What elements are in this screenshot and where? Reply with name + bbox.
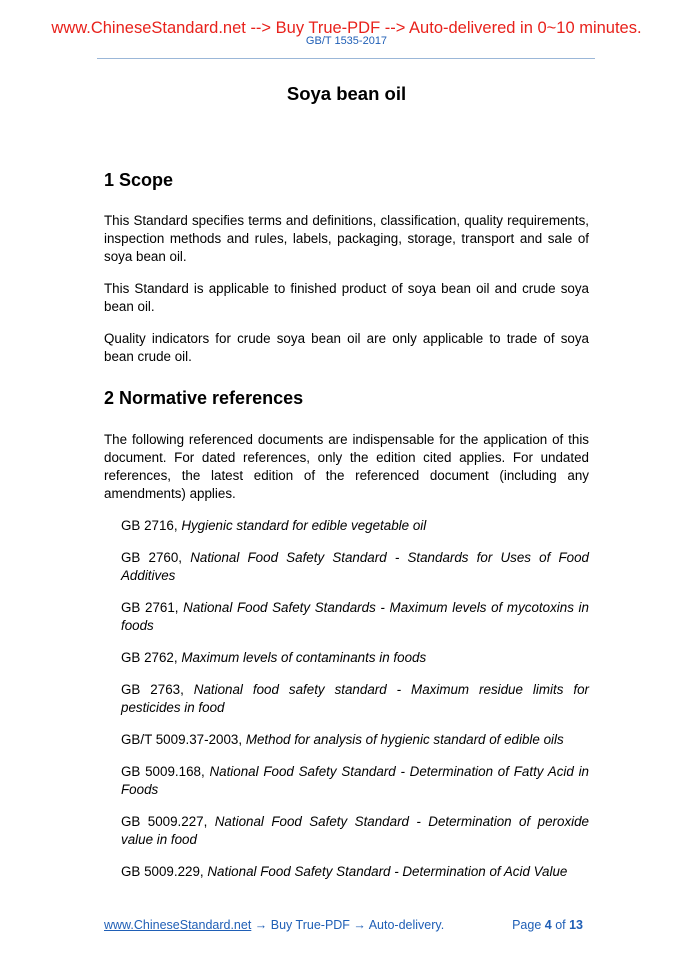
reference-title: National Food Safety Standards - Maximum levels of mycotoxins in foods [121,600,589,633]
reference-title: Maximum levels of contaminants in foods [181,650,427,665]
reference-title: National Food Safety Standard - Determination of peroxide value in food [121,814,590,847]
footer-promo [104,916,444,934]
reference-item [104,681,589,717]
footer-site-link[interactable]: www.ChineseStandard.net [104,918,252,932]
reference-code: GB 2761, [121,600,184,615]
of-label: of [551,918,570,932]
reference-item [104,599,589,635]
total-pages-number: 13 [569,918,583,932]
scope-paragraph: This Standard specifies terms and definitions, classification, quality requirements, inspection methods and rules, labels, packaging, storage, transport and sale of soya bean oil. [104,213,589,264]
reference-item [104,863,589,881]
document-body [104,169,589,881]
standard-code: GB/T 1535-2017 [305,35,388,47]
promo-banner[interactable]: www.ChineseStandard.net --> Buy True-PDF --> Auto-delivered in 0~10 minutes. [51,19,642,37]
page-indicator [512,916,583,934]
reference-code: GB 5009.227, [121,814,215,829]
reference-title: National Food Safety Standard - Determination of Acid Value [207,864,568,879]
page-footer [104,916,589,934]
reference-code: GB 2762, [121,650,182,665]
reference-code: GB 2716, [121,518,182,533]
reference-title: National food safety standard - Maximum residue limits for pesticides in food [121,682,589,715]
page-label: Page [512,918,545,932]
reference-item [104,549,589,585]
section-heading-scope: 1 Scope [104,170,174,190]
footer-promo-text: → Buy True-PDF → Auto-delivery. [251,918,445,932]
normative-intro: The following referenced documents are indispensable for the application of this document. For dated references, only the edition cited applies. For undated references, the latest edition of the referenced document (including any amendments) applies. [104,432,589,501]
reference-item [104,517,589,535]
current-page-number: 4 [544,918,552,932]
reference-title: Method for analysis of hygienic standard of edible oils [245,732,564,747]
reference-list [104,517,589,881]
section-heading-normative: 2 Normative references [104,388,304,408]
reference-item [104,763,589,799]
reference-title: Hygienic standard for edible vegetable oil [181,518,427,533]
reference-item [104,731,589,749]
reference-title: National Food Safety Standard - Standards for Uses of Food Additives [121,550,589,583]
scope-paragraph: Quality indicators for crude soya bean oil are only applicable to trade of soya bean crude oil. [104,331,589,364]
header-divider [97,58,595,59]
reference-code: GB 5009.229, [121,864,208,879]
reference-item [104,649,589,667]
scope-paragraph: This Standard is applicable to finished product of soya bean oil and crude soya bean oil. [104,281,589,314]
document-title: Soya bean oil [286,83,407,104]
reference-code: GB/T 5009.37-2003, [121,732,246,747]
reference-code: GB 2760, [121,550,191,565]
reference-code: GB 5009.168, [121,764,210,779]
reference-title: National Food Safety Standard - Determination of Fatty Acid in Foods [121,764,590,797]
reference-code: GB 2763, [121,682,194,697]
reference-item [104,813,589,849]
